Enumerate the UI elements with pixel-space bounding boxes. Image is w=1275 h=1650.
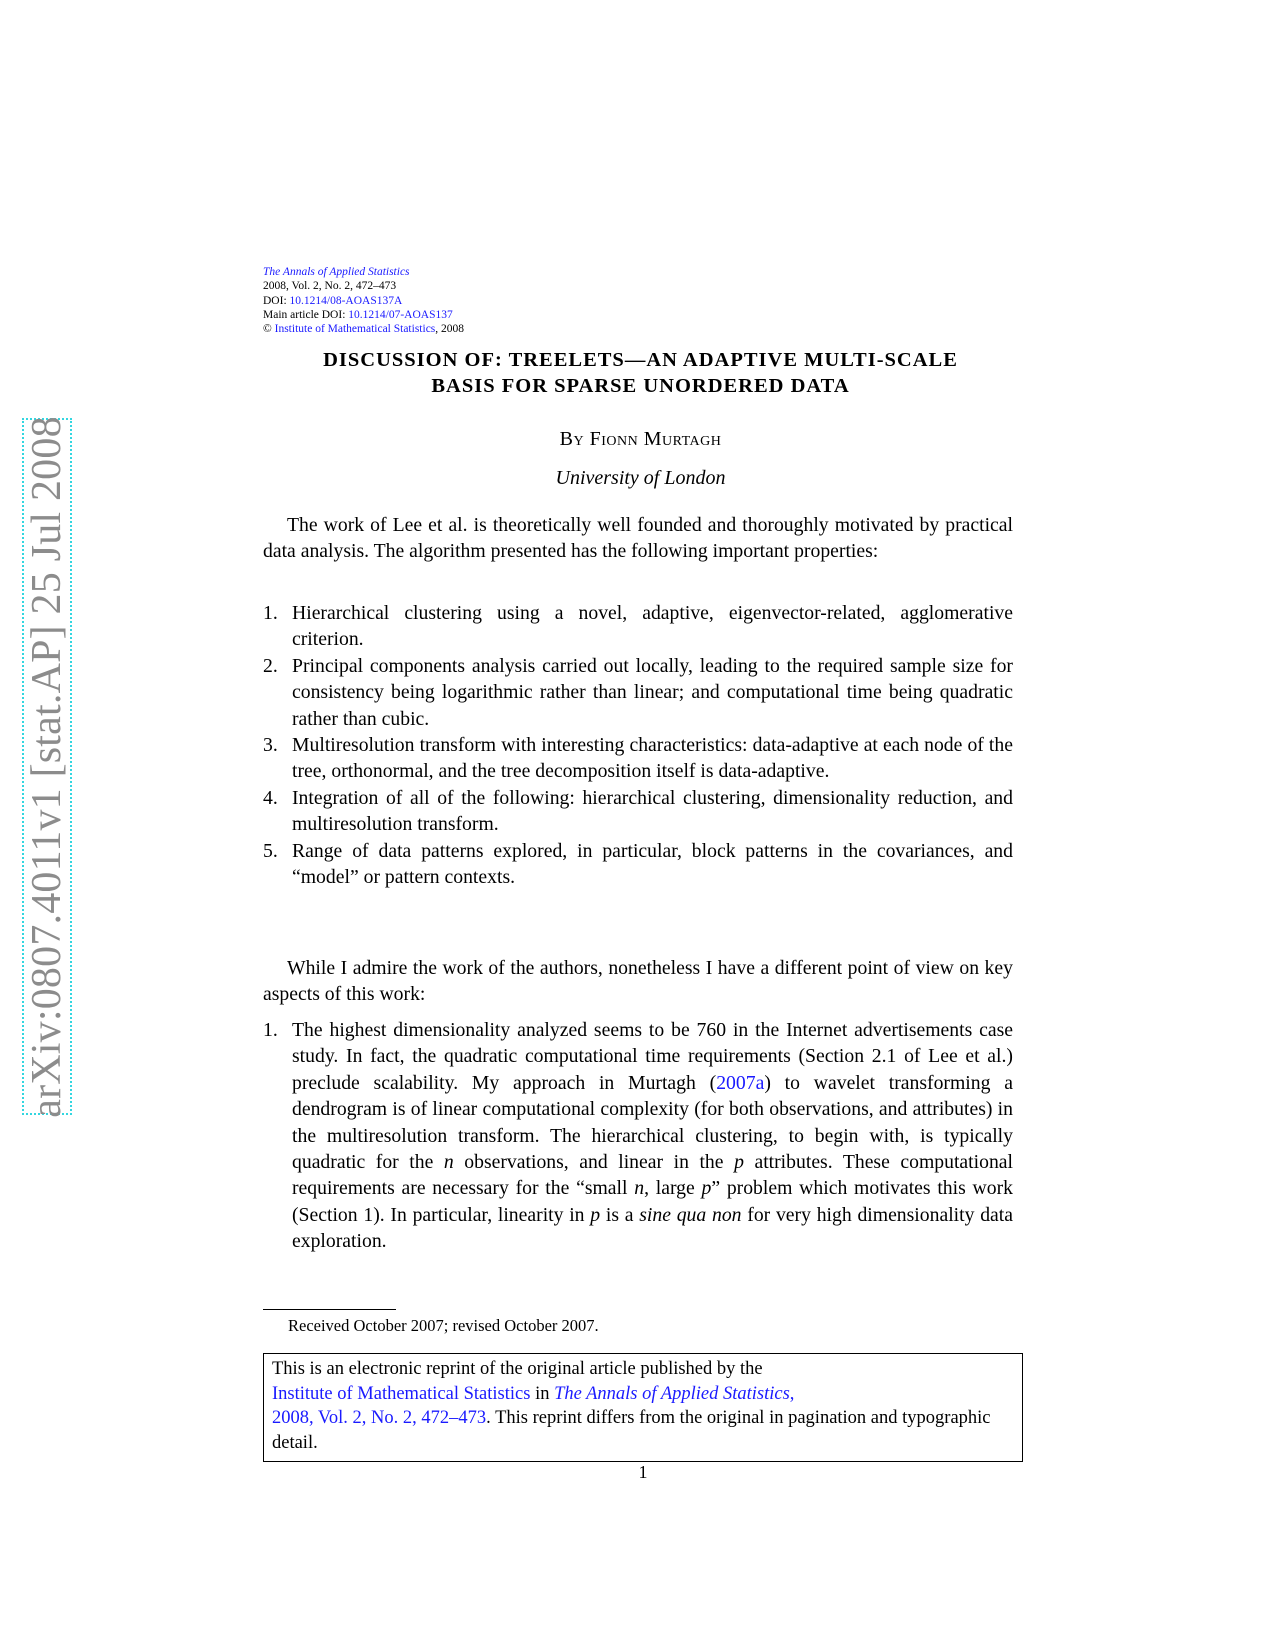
page-number: 1	[638, 1462, 648, 1482]
title-line-1: DISCUSSION OF: TREELETS—AN ADAPTIVE MULTI-SCALE	[323, 349, 958, 371]
title-line-2: BASIS FOR SPARSE UNORDERED DATA	[431, 375, 850, 397]
reprint-in: in	[530, 1383, 555, 1404]
doi-link[interactable]: 10.1214/08-AOAS137A	[289, 294, 403, 307]
author-affiliation: University of London	[555, 467, 726, 489]
list-item-text: Multiresolution transform with interesting characteristics: data-adaptive at each node of the tree, orthonormal, and the tree decomposition itself is data-adaptive.	[292, 734, 1013, 783]
citation-link[interactable]: 2007a	[716, 1071, 765, 1094]
journal-volume: 2008, Vol. 2, No. 2, 472–473	[263, 280, 397, 293]
point-text: is a	[600, 1203, 640, 1226]
footnote: Received October 2007; revised October 2007.	[288, 1316, 599, 1335]
footnote-rule	[263, 1309, 396, 1310]
point-text: The highest dimensionality analyzed seems to be 760 in the Internet advertisements case study. In fact, the quadratic computational time requirements (Section 2.1 of Lee et al.) preclude scalability. My approach in Murtagh (	[292, 1019, 1013, 1094]
point-text: ) to wavelet transforming a dendrogram is of linear computational complexity (for both observations, and attributes) in the multiresolution transform. The hierarchical clustering, to begin with, is typically quadratic for the	[292, 1071, 1013, 1174]
point-text: ” problem which motivates this work (Section 1). In particular, linearity in	[292, 1177, 1013, 1226]
journal-name-link[interactable]: The Annals of Applied Statistics	[263, 266, 410, 278]
list-item	[263, 732, 1013, 785]
point-text: for very high dimensionality data exploration.	[292, 1203, 1013, 1253]
list-item-number: 4.	[263, 786, 278, 809]
reprint-publisher-link[interactable]: Institute of Mathematical Statistics	[272, 1383, 531, 1404]
list-item	[263, 1017, 1013, 1255]
list-item	[263, 785, 1013, 838]
reprint-citation-link[interactable]: 2008, Vol. 2, No. 2, 472–473	[272, 1408, 487, 1429]
main-doi-link[interactable]: 10.1214/07-AOAS137	[348, 308, 453, 321]
math-n: n	[443, 1151, 454, 1174]
list-item	[263, 653, 1013, 732]
list-item-number: 5.	[263, 839, 278, 862]
list-item-number: 1.	[263, 602, 278, 624]
latin-phrase: sine qua non	[639, 1203, 742, 1226]
journal-header	[263, 265, 683, 336]
reprint-journal-link[interactable]: The Annals of Applied Statistics	[554, 1383, 790, 1404]
copyright-icon: ©	[263, 323, 272, 336]
reprint-text-end: . This reprint differs from the original in pagination and typographic detail.	[272, 1408, 991, 1453]
point-text: observations, and linear in the	[453, 1151, 735, 1174]
copyright-year: , 2008	[435, 323, 465, 336]
math-n: n	[634, 1177, 645, 1200]
math-p: p	[734, 1151, 744, 1174]
list-item-text: Hierarchical clustering using a novel, adaptive, eigenvector-related, agglomerative criterion.	[292, 602, 1013, 651]
list-item	[263, 600, 1013, 653]
list-item	[263, 838, 1013, 891]
reprint-text: This is an electronic reprint of the original article published by the	[272, 1359, 763, 1379]
reprint-comma: ,	[789, 1383, 795, 1404]
list-item-number: 3.	[263, 734, 278, 757]
reprint-notice	[263, 1353, 1023, 1462]
list-item-number: 1.	[263, 1019, 278, 1041]
main-doi-label: Main article DOI:	[263, 308, 349, 321]
view-paragraph: While I admire the work of the authors, nonetheless I have a different point of view on key aspects of this work:	[263, 957, 1013, 1006]
intro-paragraph: The work of Lee et al. is theoretically well founded and thoroughly motivated by practical data analysis. The algorithm presented has the following important properties:	[263, 514, 1013, 563]
paper-title	[263, 347, 1018, 399]
list-item-number: 2.	[263, 654, 278, 677]
point-text: , large	[644, 1177, 702, 1200]
math-p: p	[590, 1203, 601, 1226]
properties-list	[263, 600, 1013, 890]
point-text: attributes. These computational requirements are necessary for the “small	[292, 1151, 1014, 1200]
publisher-link[interactable]: Institute of Mathematical Statistics	[274, 323, 436, 336]
doi-label: DOI:	[263, 294, 290, 307]
list-item-text: Integration of all of the following: hierarchical clustering, dimensionality reduction, and multiresolution transform.	[292, 786, 1013, 836]
arxiv-stamp	[22, 415, 72, 1118]
arxiv-stamp-text: arXiv:0807.4011v1 [stat.AP] 25 Jul 2008	[24, 415, 70, 1118]
math-p: p	[701, 1177, 712, 1200]
list-item-text: Principal components analysis carried out locally, leading to the required sample size for consistency being logarithmic rather than linear; and computational time being quadratic rather than cubic.	[292, 654, 1013, 730]
list-item-text: Range of data patterns explored, in particular, block patterns in the covariances, and “model” or pattern contexts.	[292, 839, 1013, 889]
points-list	[263, 1017, 1013, 1255]
author-byline: By Fionn Murtagh	[559, 428, 722, 450]
